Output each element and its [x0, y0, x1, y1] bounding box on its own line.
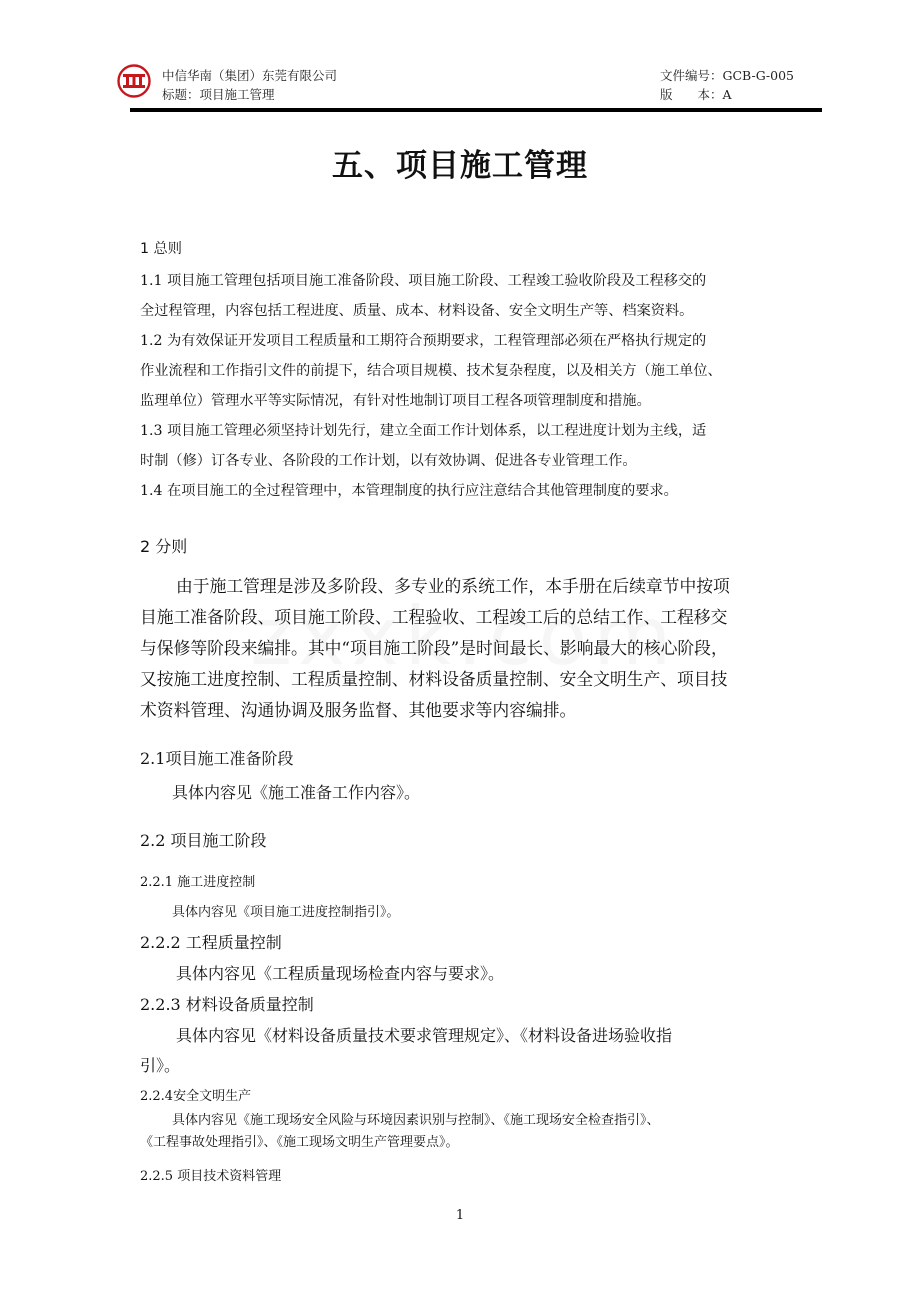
- paragraph-line: 术资料管理、沟通协调及服务监督、其他要求等内容编排。: [140, 700, 577, 720]
- paragraph-line: 与保修等阶段来编排。其中“项目施工阶段”是时间最长、影响最大的核心阶段，: [140, 638, 728, 658]
- paragraph-line: 具体内容见《材料设备质量技术要求管理规定》、《材料设备进场验收指: [176, 1026, 673, 1045]
- section-2-2-1-heading: 2.2.1 施工进度控制: [140, 875, 256, 890]
- section-2-2-2-text: 具体内容见《工程质量现场检查内容与要求》。: [176, 964, 505, 983]
- document-version: 版 本：A: [660, 87, 732, 102]
- section-1-body: [140, 266, 790, 506]
- section-2-2-1-text: 具体内容见《项目施工进度控制指引》。: [172, 905, 400, 920]
- document-number: 文件编号：GCB-G-005: [660, 68, 794, 83]
- paragraph-line: 全过程管理，内容包括工程进度、质量、成本、材料设备、安全文明生产等、档案资料。: [140, 303, 694, 319]
- section-2-heading: 2 分则: [140, 537, 188, 556]
- section-2-2-4-text: [140, 1110, 790, 1154]
- paragraph-line: 目施工准备阶段、项目施工阶段、工程验收、工程竣工后的总结工作、工程移交: [140, 607, 728, 627]
- section-2-intro: [140, 571, 790, 726]
- section-2-2-5-heading: 2.2.5 项目技术资料管理: [140, 1169, 282, 1184]
- paragraph-line: 《工程事故处理指引》、《施工现场文明生产管理要点》。: [140, 1135, 459, 1150]
- paragraph-line: 1.2 为有效保证开发项目工程质量和工期符合预期要求，工程管理部必须在严格执行规定的: [140, 333, 707, 349]
- section-2-2-4-heading: 2.2.4安全文明生产: [140, 1089, 252, 1104]
- paragraph-line: 1.3 项目施工管理必须坚持计划先行，建立全面工作计划体系，以工程进度计划为主线，适: [140, 423, 707, 439]
- page-title: 五、项目施工管理: [332, 148, 588, 184]
- section-2-2-heading: 2.2 项目施工阶段: [140, 831, 267, 850]
- paragraph-line: 时制（修）订各专业、各阶段的工作计划，以有效协调、促进各专业管理工作。: [140, 453, 637, 469]
- section-1-heading: 1 总则: [140, 241, 182, 257]
- company-name: 中信华南（集团）东莞有限公司: [162, 68, 338, 83]
- section-2-1-text: 具体内容见《施工准备工作内容》。: [172, 783, 421, 802]
- document-subject: 标题：项目施工管理: [162, 87, 275, 102]
- section-2-2-3-heading: 2.2.3 材料设备质量控制: [140, 995, 314, 1014]
- section-2-2-3-text: [140, 1021, 790, 1081]
- header-left: [162, 66, 337, 104]
- paragraph-line: 引》。: [140, 1056, 181, 1075]
- company-logo-icon: [117, 64, 151, 98]
- section-2-2-2-heading: 2.2.2 工程质量控制: [140, 933, 282, 952]
- section-2-1-heading: 2.1项目施工准备阶段: [140, 749, 294, 768]
- page-number: 1: [455, 1208, 465, 1223]
- header-right: [660, 66, 794, 104]
- paragraph-line: 1.1 项目施工管理包括项目施工准备阶段、项目施工阶段、工程竣工验收阶段及工程移交的: [140, 273, 707, 289]
- paragraph-line: 由于施工管理是涉及多阶段、多专业的系统工作，本手册在后续章节中按项: [176, 576, 730, 596]
- paragraph-line: 具体内容见《施工现场安全风险与环境因素识别与控制》、《施工现场安全检查指引》、: [172, 1113, 660, 1128]
- paragraph-line: 又按施工进度控制、工程质量控制、材料设备质量控制、安全文明生产、项目技: [140, 669, 728, 689]
- paragraph-line: 监理单位）管理水平等实际情况，有针对性地制订项目工程各项管理制度和措施。: [140, 393, 651, 409]
- paragraph-line: 作业流程和工作指引文件的前提下，结合项目规模、技术复杂程度，以及相关方（施工单位、: [140, 363, 722, 379]
- header-divider: [130, 108, 822, 112]
- paragraph-line: 1.4 在项目施工的全过程管理中，本管理制度的执行应注意结合其他管理制度的要求。: [140, 483, 678, 499]
